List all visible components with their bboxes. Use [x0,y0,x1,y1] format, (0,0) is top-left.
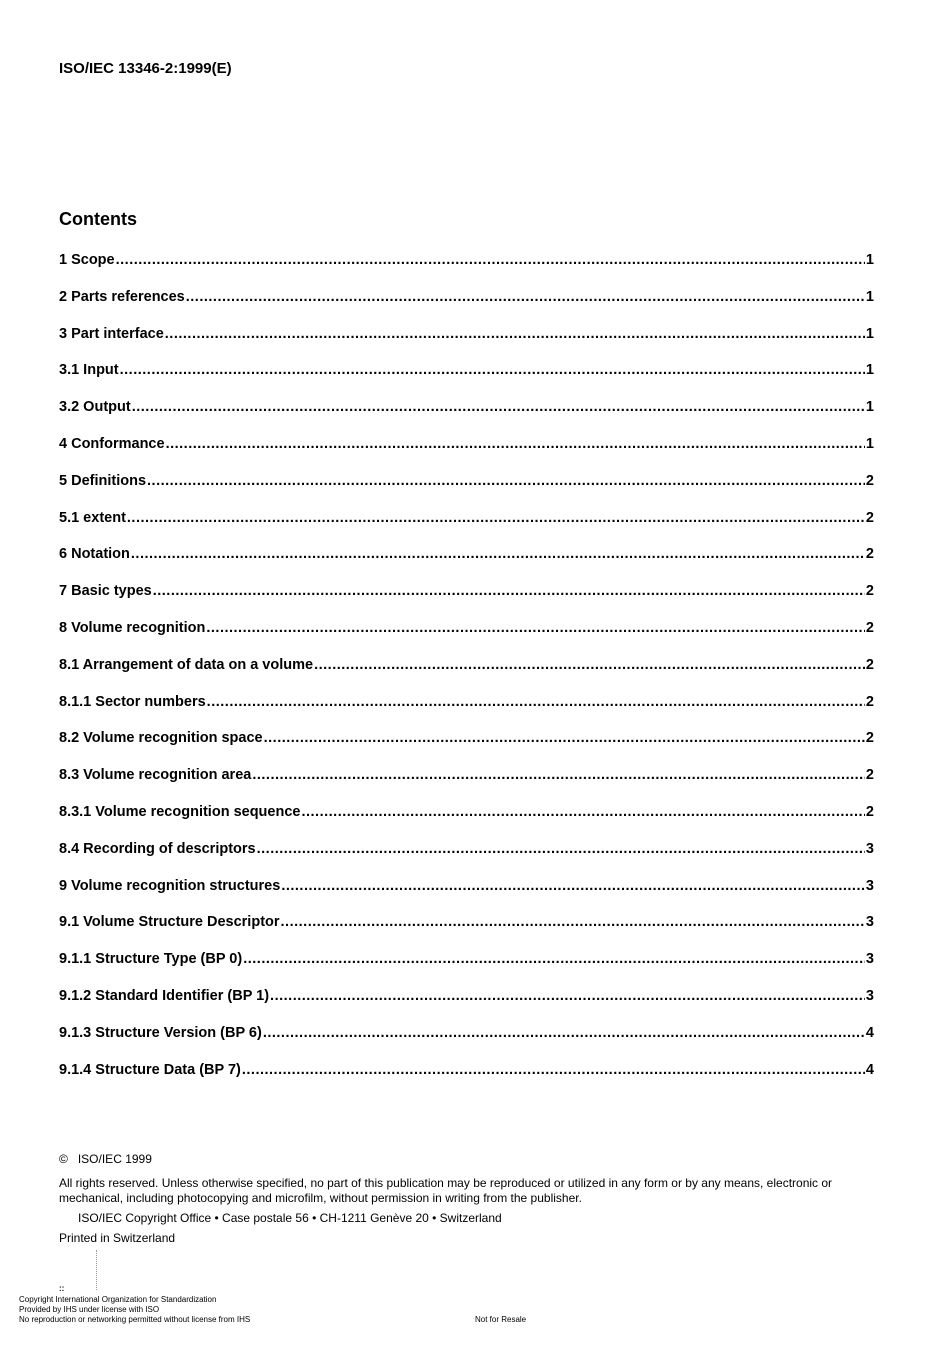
toc-entry-page: 2 [865,583,874,600]
toc-dot-leader [116,250,865,270]
document-id: ISO/IEC 13346-2:1999(E) [59,60,232,77]
toc-entry-page: 1 [865,399,874,416]
copyright-block [59,1152,874,1246]
toc-entry[interactable] [59,581,874,618]
toc-entry-page: 1 [865,252,874,268]
toc-dot-leader [264,728,865,748]
toc-entry[interactable] [59,912,874,949]
toc-entry[interactable] [59,692,874,729]
toc-entry[interactable] [59,876,874,913]
toc-entry[interactable] [59,1023,874,1060]
toc-entry-title: 4 Conformance [59,435,165,452]
toc-dot-leader [165,324,865,344]
toc-dot-leader [257,839,865,859]
toc-dot-leader [281,912,865,932]
toc-entry-title: 8.4 Recording of descriptors [59,840,256,857]
toc-entry-page: 3 [865,987,874,1004]
toc-entry[interactable] [59,986,874,1023]
copyright-holder: ISO/IEC 1999 [77,1152,152,1166]
toc-entry[interactable] [59,1060,874,1097]
toc-entry-title: 3.2 Output [59,399,131,416]
toc-entry-title: 9.1.3 Structure Version (BP 6) [59,1024,262,1041]
toc-dot-leader [207,692,865,712]
copyright-symbol: © [59,1152,68,1166]
toc-entry-page: 2 [865,730,874,747]
license-line-3: No reproduction or networking permitted without license from IHS [19,1315,251,1324]
toc-dot-leader [131,544,865,564]
printed-location: Printed in Switzerland [59,1231,176,1245]
toc-entry-page: 3 [865,877,874,894]
toc-dot-leader [270,986,865,1006]
toc-entry-title: 6 Notation [59,546,130,563]
toc-entry-title: 1 Scope [59,252,115,268]
toc-entry-page: 3 [865,951,874,968]
toc-entry-title: 5 Definitions [59,472,147,489]
rights-statement: All rights reserved. Unless otherwise specified, no part of this publication may be reproduced or utilized in any form or by any means, electronic or mechanical, including photocopying and microfilm, without permission in writing from the publisher. [59,1176,833,1205]
toc-entry[interactable] [59,250,874,287]
toc-entry-page: 1 [865,435,874,452]
toc-entry-title: 8.2 Volume recognition space [59,730,263,747]
contents-heading: Contents [59,209,137,229]
toc-entry-page: 2 [865,803,874,820]
toc-entry[interactable] [59,618,874,655]
toc-entry[interactable] [59,802,874,839]
toc-dot-leader [120,360,865,380]
table-of-contents [59,250,874,1096]
toc-dot-leader [206,618,865,638]
license-line-2: Provided by IHS under license with ISO [19,1305,160,1314]
footer-marks: :: [59,1284,65,1293]
toc-entry-title: 2 Parts references [59,288,185,305]
toc-entry[interactable] [59,655,874,692]
toc-dot-leader [252,765,865,785]
toc-entry[interactable] [59,949,874,986]
toc-dot-leader [166,434,865,454]
copyright-office: ISO/IEC Copyright Office • Case postale 56 • CH-1211 Genève 20 • Switzerland [78,1211,502,1225]
toc-dot-leader [186,287,865,307]
toc-entry-page: 2 [865,509,874,526]
toc-entry[interactable] [59,508,874,545]
toc-dot-leader [263,1023,865,1043]
toc-dot-leader [153,581,865,601]
toc-entry-page: 3 [865,914,874,931]
toc-dot-leader [127,508,865,528]
toc-entry-title: 8 Volume recognition [59,619,206,636]
toc-dot-leader [301,802,864,822]
toc-entry[interactable] [59,839,874,876]
toc-entry-title: 8.3.1 Volume recognition sequence [59,803,301,820]
toc-entry-page: 4 [865,1061,874,1078]
toc-dot-leader [147,471,865,491]
toc-dot-leader [314,655,865,675]
resale-notice: Not for Resale [475,1315,527,1324]
toc-entry-title: 9.1.2 Standard Identifier (BP 1) [59,987,270,1004]
toc-entry-page: 4 [865,1024,874,1041]
toc-entry-page: 3 [865,840,874,857]
toc-entry[interactable] [59,287,874,324]
toc-entry-title: 3.1 Input [59,362,119,379]
toc-entry-page: 1 [865,288,874,305]
toc-entry-title: 9.1 Volume Structure Descriptor [59,914,280,931]
toc-entry-title: 8.3 Volume recognition area [59,767,252,784]
toc-entry[interactable] [59,434,874,471]
license-line-1: Copyright International Organization for Standardization [19,1295,217,1304]
toc-entry-title: 9.1.4 Structure Data (BP 7) [59,1061,241,1078]
toc-entry-page: 2 [865,619,874,636]
copyright-line [59,1152,874,1167]
toc-entry[interactable] [59,471,874,508]
toc-dot-leader [281,876,865,896]
toc-entry[interactable] [59,765,874,802]
toc-entry[interactable] [59,324,874,361]
toc-dot-leader [132,397,865,417]
toc-entry-title: 8.1 Arrangement of data on a volume [59,656,314,673]
toc-dot-leader [243,949,865,969]
toc-entry-page: 1 [865,362,874,379]
toc-entry-title: 3 Part interface [59,325,164,342]
toc-entry-title: 8.1.1 Sector numbers [59,693,206,710]
toc-entry-page: 2 [865,656,874,673]
toc-entry-page: 2 [865,546,874,563]
toc-entry-title: 7 Basic types [59,583,152,600]
toc-entry[interactable] [59,397,874,434]
dotted-divider [96,1250,101,1290]
license-footer [19,1295,250,1325]
toc-entry[interactable] [59,728,874,765]
toc-entry-title: 9.1.1 Structure Type (BP 0) [59,951,243,968]
toc-entry-title: 9 Volume recognition structures [59,877,281,894]
toc-entry-title: 5.1 extent [59,509,126,526]
toc-entry-page: 2 [865,693,874,710]
toc-dot-leader [242,1060,865,1080]
toc-entry-page: 1 [865,325,874,342]
toc-entry[interactable] [59,544,874,581]
toc-entry-page: 2 [865,472,874,489]
toc-entry-page: 2 [865,767,874,784]
toc-entry[interactable] [59,360,874,397]
